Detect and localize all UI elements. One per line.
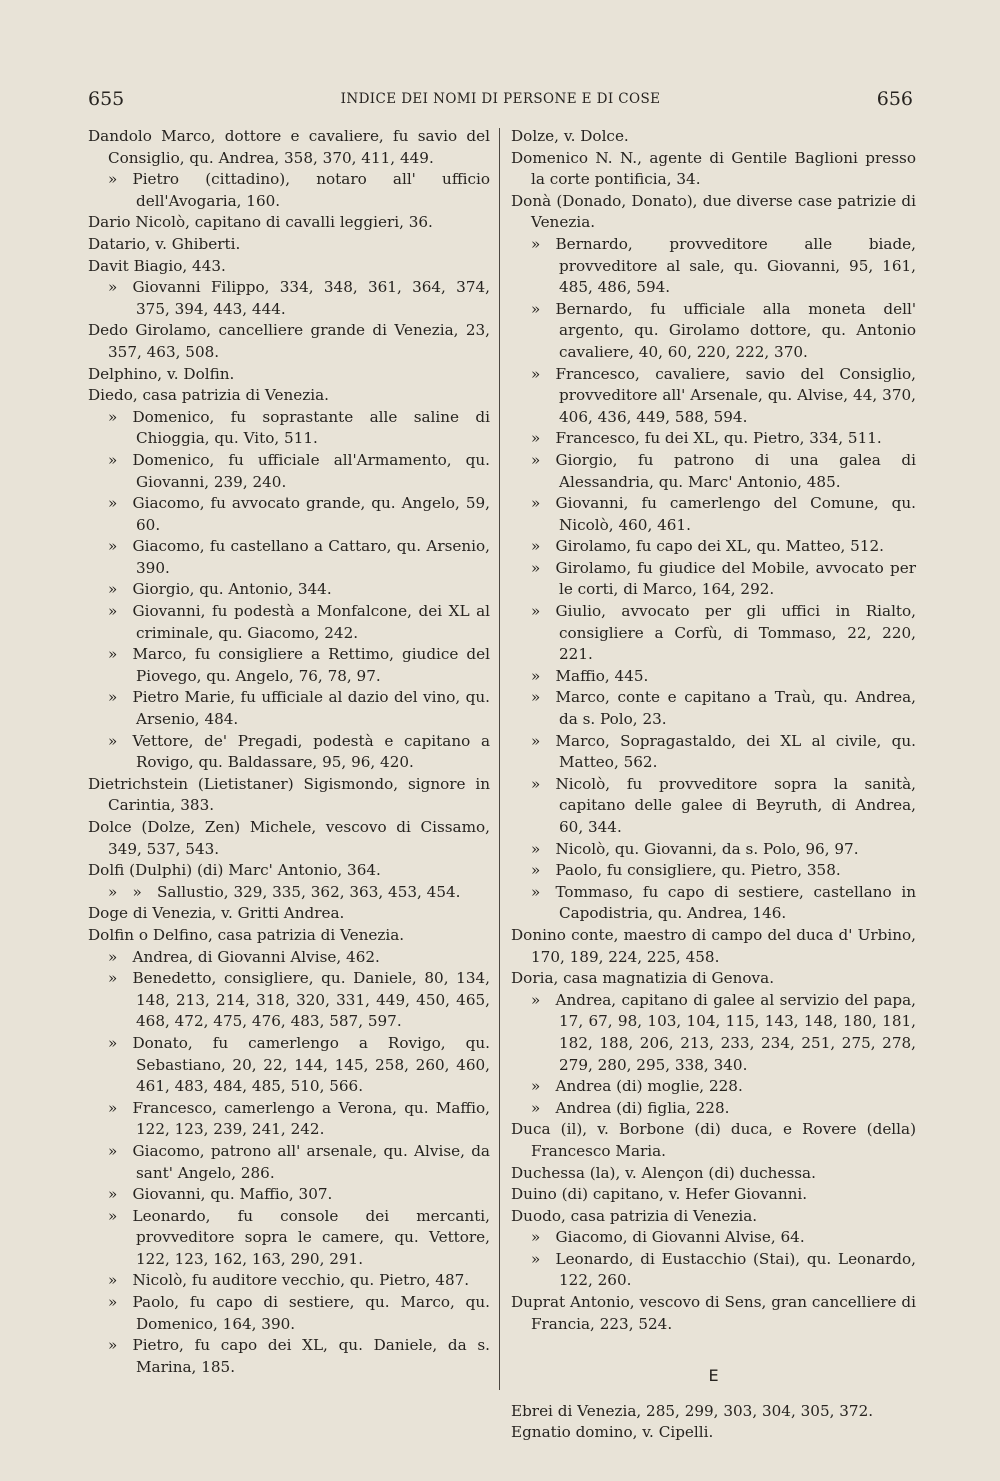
index-subentry: » Vettore, de' Pregadi, podestà e capitano a Rovigo, qu. Baldassare, 95, 96, 420. xyxy=(108,731,490,772)
index-subentry: » Domenico, fu ufficiale all'Armamento, qu. Giovanni, 239, 240. xyxy=(108,450,490,491)
index-entry: Duino (di) capitano, v. Hefer Giovanni. xyxy=(511,1185,808,1204)
page-number-right: 656 xyxy=(876,88,913,110)
index-entry: Domenico N. N., agente di Gentile Baglioni presso la corte pontificia, 34. xyxy=(511,148,916,189)
index-entry: Donà (Donado, Donato), due diverse case patrizie di Venezia. xyxy=(511,191,916,232)
page-header xyxy=(88,88,913,116)
index-entry: Dolze, v. Dolce. xyxy=(511,127,629,145)
index-subentry: » Marco, conte e capitano a Traù, qu. Andrea, da s. Polo, 23. xyxy=(531,688,916,729)
index-subentry: » Francesco, cavaliere, savio del Consiglio, provveditore all' Arsenale, qu. Alvise, 44, 370, 406, 436, 449, 588, 594. xyxy=(531,364,916,426)
index-subentry: » Nicolò, fu auditore vecchio, qu. Pietro, 487. xyxy=(108,1271,470,1290)
index-subentry: » Girolamo, fu capo dei XL, qu. Matteo, 512. xyxy=(531,537,884,556)
index-subentry: » Francesco, fu dei XL, qu. Pietro, 334, 511. xyxy=(531,429,882,448)
index-entries-e xyxy=(511,1401,916,1444)
index-subentry: » Marco, fu consigliere a Rettimo, giudice del Piovego, qu. Angelo, 76, 78, 97. xyxy=(108,645,490,685)
index-subentry: » Andrea (di) figlia, 228. xyxy=(531,1098,730,1117)
index-subentry: » Giorgio, fu patrono di una galea di Alessandria, qu. Marc' Antonio, 485. xyxy=(531,450,916,491)
index-subentry: » Maffio, 445. xyxy=(531,666,649,685)
index-entry: Donino conte, maestro di campo del duca d' Urbino, 170, 189, 224, 225, 458. xyxy=(511,925,916,966)
index-subentry: » Giovanni, fu camerlengo del Comune, qu. Nicolò, 460, 461. xyxy=(531,494,916,534)
index-subentry: » Bernardo, provveditore alle biade, provveditore al sale, qu. Giovanni, 95, 161, 485, 486, 594. xyxy=(531,234,916,297)
index-subentry: » Leonardo, fu console dei mercanti, provveditore sopra le camere, qu. Vettore, 122, 123, 162, 163, 290, 291. xyxy=(108,1206,490,1268)
index-entry: Duca (il), v. Borbone (di) duca, e Rovere (della) Francesco Maria. xyxy=(511,1120,916,1160)
index-subentry: » Andrea, di Giovanni Alvise, 462. xyxy=(108,947,380,966)
index-entry: Egnatio domino, v. Cipelli. xyxy=(511,1423,714,1442)
index-entry: Doria, casa magnatizia di Genova. xyxy=(511,969,775,988)
index-subentry: » Pietro (cittadino), notaro all' ufficio dell'Avogaria, 160. xyxy=(108,170,490,210)
index-subentry: » Paolo, fu capo di sestiere, qu. Marco, qu. Domenico, 164, 390. xyxy=(108,1293,490,1333)
index-subentry: » Tommaso, fu capo di sestiere, castellano in Capodistria, qu. Andrea, 146. xyxy=(531,882,916,923)
index-subentry: » Girolamo, fu giudice del Mobile, avvocato per le corti, di Marco, 164, 292. xyxy=(531,558,916,599)
index-entry: Duchessa (la), v. Alençon (di) duchessa. xyxy=(511,1163,816,1182)
index-entry: Duprat Antonio, vescovo di Sens, gran cancelliere di Francia, 223, 524. xyxy=(511,1293,916,1333)
index-subentry: » Giacomo, patrono all' arsenale, qu. Alvise, da sant' Angelo, 286. xyxy=(108,1141,490,1182)
index-entry: Dario Nicolò, capitano di cavalli leggieri, 36. xyxy=(88,213,433,232)
index-subentry: » Giorgio, qu. Antonio, 344. xyxy=(108,580,332,599)
index-entry: Dietrichstein (Lietistaner) Sigismondo, signore in Carintia, 383. xyxy=(88,774,490,815)
index-subentry: » Giovanni, qu. Maffio, 307. xyxy=(108,1185,333,1204)
index-subentry: » Giulio, avvocato per gli uffici in Rialto, consigliere a Corfù, di Tommaso, 22, 220, 221. xyxy=(531,602,916,664)
section-spacer xyxy=(511,1335,916,1347)
running-title: INDICE DEI NOMI DI PERSONE E DI COSE xyxy=(340,91,661,107)
column-divider xyxy=(499,128,500,1390)
index-subentry: » Pietro, fu capo dei XL, qu. Daniele, da s. Marina, 185. xyxy=(108,1336,490,1376)
index-entry: Dolfin o Delfino, casa patrizia di Venezia. xyxy=(88,925,405,944)
index-subentry: » Bernardo, fu ufficiale alla moneta dell' argento, qu. Girolamo dottore, qu. Antonio cavaliere, 40, 60, 220, 222, 370. xyxy=(531,299,916,361)
index-entry: Dandolo Marco, dottore e cavaliere, fu savio del Consiglio, qu. Andrea, 358, 370, 411, 449. xyxy=(88,127,490,167)
index-subentry: » Giacomo, fu castellano a Cattaro, qu. Arsenio, 390. xyxy=(108,537,490,577)
index-entry: Doge di Venezia, v. Gritti Andrea. xyxy=(88,904,345,923)
index-subentry: » Donato, fu camerlengo a Rovigo, qu. Sebastiano, 20, 22, 144, 145, 258, 260, 460, 461, 483, 484, 485, 510, 566. xyxy=(108,1033,490,1096)
index-column-right xyxy=(511,126,916,1444)
index-subentry: » Giovanni Filippo, 334, 348, 361, 364, 374, 375, 394, 443, 444. xyxy=(108,278,490,318)
index-subentry: » Nicolò, fu provveditore sopra la sanità, capitano delle galee di Beyruth, di Andrea, 60, 344. xyxy=(531,774,916,836)
index-entry: Dedo Girolamo, cancelliere grande di Venezia, 23, 357, 463, 508. xyxy=(88,321,490,361)
index-subentry: » Giacomo, di Giovanni Alvise, 64. xyxy=(531,1228,805,1247)
index-subentry: » Leonardo, di Eustacchio (Stai), qu. Leonardo, 122, 260. xyxy=(531,1249,916,1290)
index-entry: Dolce (Dolze, Zen) Michele, vescovo di Cissamo, 349, 537, 543. xyxy=(88,818,490,858)
index-subentry: » Domenico, fu soprastante alle saline di Chioggia, qu. Vito, 511. xyxy=(108,407,490,448)
index-entry: Dolfi (Dulphi) (di) Marc' Antonio, 364. xyxy=(88,861,381,880)
index-subentry: » Nicolò, qu. Giovanni, da s. Polo, 96, 97. xyxy=(531,839,859,858)
index-entry: Ebrei di Venezia, 285, 299, 303, 304, 305, 372. xyxy=(511,1401,874,1420)
index-subentry: » Paolo, fu consigliere, qu. Pietro, 358. xyxy=(531,861,841,880)
index-entry: Datario, v. Ghiberti. xyxy=(88,234,241,253)
page-number-left: 655 xyxy=(88,88,125,110)
index-subentry: » » Sallustio, 329, 335, 362, 363, 453, 454. xyxy=(108,882,461,901)
index-entries-d xyxy=(511,126,916,1335)
index-subentry: » Benedetto, consigliere, qu. Daniele, 80, 134, 148, 213, 214, 318, 320, 331, 449, 450, 465, 468, 472, 475, 476, 483, 587, 597. xyxy=(108,969,490,1031)
index-subentry: » Andrea, capitano di galee al servizio del papa, 17, 67, 98, 103, 104, 115, 143, 148, 180, 181, 182, 188, 206, 213, 233, 234, 251, 275, 278, 279, 280, 295, 338, 340. xyxy=(531,990,916,1074)
index-column-left xyxy=(88,126,490,1378)
index-subentry: » Marco, Sopragastaldo, dei XL al civile, qu. Matteo, 562. xyxy=(531,731,916,772)
index-entry: Delphino, v. Dolfin. xyxy=(88,364,235,383)
index-subentry: » Giovanni, fu podestà a Monfalcone, dei XL al criminale, qu. Giacomo, 242. xyxy=(108,602,490,642)
index-subentry: » Giacomo, fu avvocato grande, qu. Angelo, 59, 60. xyxy=(108,494,490,534)
index-subentry: » Pietro Marie, fu ufficiale al dazio del vino, qu. Arsenio, 484. xyxy=(108,688,490,729)
index-subentry: » Andrea (di) moglie, 228. xyxy=(531,1077,743,1096)
index-entry: Duodo, casa patrizia di Venezia. xyxy=(511,1206,758,1225)
index-entry: Diedo, casa patrizia di Venezia. xyxy=(88,386,329,405)
index-subentry: » Francesco, camerlengo a Verona, qu. Maffio, 122, 123, 239, 241, 242. xyxy=(108,1098,490,1139)
section-letter-heading: E xyxy=(708,1366,719,1386)
index-entry: Davit Biagio, 443. xyxy=(88,256,226,275)
